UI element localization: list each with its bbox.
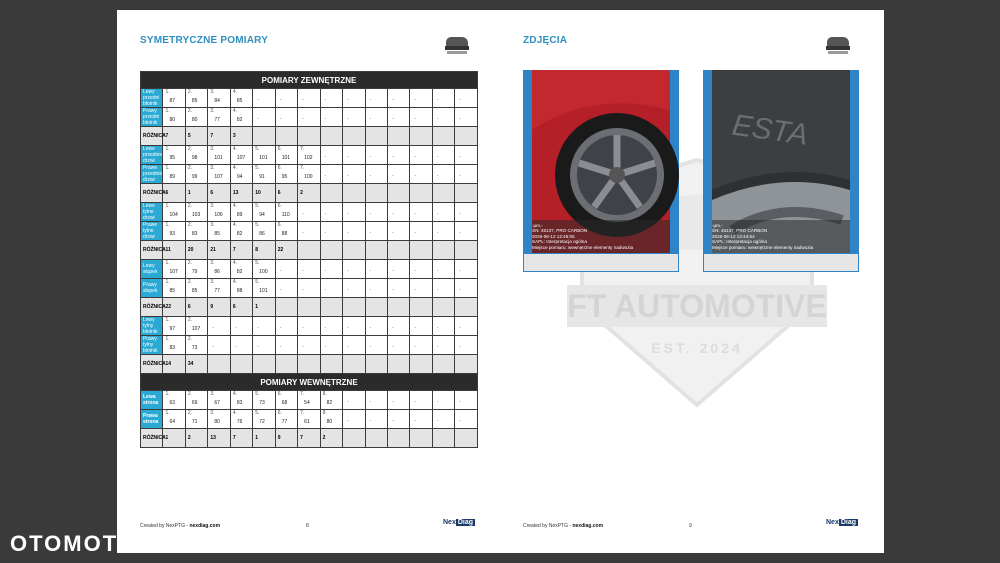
difference-value: 11 bbox=[163, 241, 185, 260]
table-section-header: POMIARY WEWNĘTRZNE bbox=[141, 374, 478, 391]
difference-empty bbox=[410, 298, 432, 317]
difference-empty bbox=[253, 127, 275, 146]
difference-empty bbox=[365, 298, 387, 317]
watermark-est: EST. 2024 bbox=[651, 340, 743, 356]
difference-value: 20 bbox=[185, 241, 207, 260]
difference-value: 13 bbox=[230, 184, 252, 203]
row-label: Prawy przedni błotnik bbox=[141, 108, 163, 127]
difference-label: RÓŻNICA bbox=[141, 127, 163, 146]
page-photos bbox=[500, 10, 884, 553]
difference-empty bbox=[432, 241, 454, 260]
difference-value: 9 bbox=[275, 429, 297, 448]
difference-empty bbox=[320, 241, 342, 260]
svg-text:ESTA: ESTA bbox=[730, 108, 811, 152]
nexdiag-logo-right: Nex Diag bbox=[826, 519, 857, 526]
difference-empty bbox=[387, 298, 409, 317]
difference-row bbox=[141, 298, 478, 317]
difference-empty bbox=[275, 127, 297, 146]
difference-value: 1 bbox=[185, 184, 207, 203]
difference-value: 7 bbox=[230, 241, 252, 260]
difference-empty bbox=[455, 241, 478, 260]
difference-empty bbox=[343, 184, 365, 203]
table-row: Lewy przedni błotnik 1. 87 2. 85 3. 84 4. 85 - - - - - - - - - - bbox=[141, 89, 478, 108]
difference-empty bbox=[275, 298, 297, 317]
difference-value: 6 bbox=[275, 184, 297, 203]
difference-value: 14 bbox=[163, 355, 185, 374]
difference-value: 1 bbox=[163, 429, 185, 448]
difference-empty bbox=[365, 355, 387, 374]
ft-automotive-logo-icon bbox=[445, 35, 469, 57]
table-row: Lewe przednie drzwi 1. 95 2. 98 3. 101 4. 107 5. 101 6. 101 7. 102 - - - - - - - bbox=[141, 146, 478, 165]
difference-empty bbox=[320, 298, 342, 317]
difference-empty bbox=[455, 355, 478, 374]
difference-label: RÓŻNICA bbox=[141, 355, 163, 374]
otomoto-watermark: OTOMOTO bbox=[10, 531, 137, 556]
difference-empty bbox=[253, 355, 275, 374]
difference-label: RÓŻNICA bbox=[141, 298, 163, 317]
difference-value: 6 bbox=[163, 184, 185, 203]
difference-empty bbox=[432, 298, 454, 317]
page-number: 8 bbox=[306, 523, 309, 529]
ft-automotive-logo-icon bbox=[826, 35, 850, 57]
row-label: Lewy tylny błotnik bbox=[141, 317, 163, 336]
difference-empty bbox=[410, 184, 432, 203]
table-row: Prawe przednie drzwi 1. 89 2. 99 3. 107 4. 94 5. 91 6. 95 7. 100 - - - - - - - bbox=[141, 165, 478, 184]
row-label: Lewe tylne drzwi bbox=[141, 203, 163, 222]
difference-empty bbox=[387, 429, 409, 448]
table-section-header: POMIARY ZEWNĘTRZNE bbox=[141, 72, 478, 89]
row-label: Lewa strona bbox=[141, 391, 163, 410]
table-row: Prawe tylne drzwi 1. 93 2. 83 3. 85 4. 82 5. 86 6. 88 - - - - - - - - bbox=[141, 222, 478, 241]
difference-value: 22 bbox=[163, 298, 185, 317]
difference-value: 22 bbox=[275, 241, 297, 260]
nexdiag-logo: Nex Diag bbox=[443, 519, 474, 526]
difference-empty bbox=[208, 355, 230, 374]
table-row: Prawy przedni błotnik 1. 80 2. 80 3. 77 4. 82 - - - - - - - - - - bbox=[141, 108, 478, 127]
row-label: Prawa strona bbox=[141, 410, 163, 429]
difference-value: 9 bbox=[208, 298, 230, 317]
difference-empty bbox=[298, 355, 320, 374]
difference-empty bbox=[410, 355, 432, 374]
document-spread bbox=[117, 10, 884, 553]
photo-caption-panel-1 bbox=[524, 254, 678, 271]
difference-value: 34 bbox=[185, 355, 207, 374]
table-row: Lewe tylne drzwi 1. 104 2. 103 3. 106 4. 89 5. 94 6. 110 - - - - - - - - bbox=[141, 203, 478, 222]
difference-value: 7 bbox=[208, 127, 230, 146]
difference-value: 7 bbox=[163, 127, 185, 146]
difference-value: 2 bbox=[320, 429, 342, 448]
difference-empty bbox=[455, 184, 478, 203]
difference-empty bbox=[432, 355, 454, 374]
photo-card-2[interactable] bbox=[703, 70, 859, 272]
photo-metadata-1: -µm,- SN: 46137, PRO CARBON 2026-06-12 12:46:05 SAPL: Interpretacja ogólna Miejsce pomiaru: wewnętrzne elementy nadwozia bbox=[532, 223, 634, 250]
row-label: Prawy słupek bbox=[141, 279, 163, 298]
row-label: Lewy przedni błotnik bbox=[141, 89, 163, 108]
difference-empty bbox=[320, 127, 342, 146]
difference-empty bbox=[298, 298, 320, 317]
difference-empty bbox=[365, 184, 387, 203]
difference-empty bbox=[410, 241, 432, 260]
difference-value: 5 bbox=[185, 127, 207, 146]
difference-empty bbox=[320, 355, 342, 374]
difference-label: RÓŻNICA bbox=[141, 184, 163, 203]
section-title: SYMETRYCZNE POMIARY bbox=[140, 35, 269, 46]
difference-row bbox=[141, 184, 478, 203]
difference-value: 13 bbox=[208, 429, 230, 448]
difference-value: 1 bbox=[253, 429, 275, 448]
difference-empty bbox=[343, 298, 365, 317]
difference-value: 21 bbox=[208, 241, 230, 260]
footer-link-right[interactable]: nexdiag.com bbox=[572, 523, 604, 529]
photo-card-1[interactable] bbox=[523, 70, 679, 272]
difference-empty bbox=[365, 429, 387, 448]
difference-empty bbox=[343, 241, 365, 260]
difference-empty bbox=[410, 429, 432, 448]
table-row: Lewa strona 1. 63 2. 69 3. 67 4. 83 5. 73 6. 68 7. 54 8. 82 - - - - - - bbox=[141, 391, 478, 410]
difference-value: 8 bbox=[253, 241, 275, 260]
difference-empty bbox=[343, 429, 365, 448]
difference-label: RÓŻNICA bbox=[141, 429, 163, 448]
difference-empty bbox=[365, 127, 387, 146]
table-row: Prawy tylny błotnik 1. 83 2. 73 - - - - - - - - - - - - bbox=[141, 336, 478, 355]
difference-value: 3 bbox=[230, 127, 252, 146]
row-label: Prawy tylny błotnik bbox=[141, 336, 163, 355]
footer-credit-right: Created by NexPTG - nexdiag.com bbox=[523, 523, 604, 529]
difference-empty bbox=[387, 241, 409, 260]
measurements-table bbox=[140, 71, 478, 448]
page-number-right: 9 bbox=[689, 523, 692, 529]
difference-row bbox=[141, 241, 478, 260]
difference-empty bbox=[387, 355, 409, 374]
section-title-photos: ZDJĘCIA bbox=[523, 35, 568, 46]
difference-row bbox=[141, 355, 478, 374]
difference-value: 6 bbox=[230, 298, 252, 317]
difference-empty bbox=[387, 184, 409, 203]
difference-value: 6 bbox=[185, 298, 207, 317]
photo-metadata-2: -µm,- SN: 46137, PRO CARBON 2026-06-12 12:44:54 SAPL: Interpretacja ogólna Miejsce pomiaru: wewnętrzne elementy nadwozia bbox=[712, 223, 814, 250]
row-label: Lewy słupek bbox=[141, 260, 163, 279]
table-row: Prawa strona 1. 64 2. 71 3. 80 4. 76 5. 72 6. 77 7. 61 8. 80 - - - - - - bbox=[141, 410, 478, 429]
difference-empty bbox=[432, 184, 454, 203]
watermark-name: FT AUTOMOTIVE bbox=[567, 288, 827, 324]
footer-credit: Created by NexPTG - nexdiag.com bbox=[140, 523, 221, 529]
table-row: Prawy słupek 1. 85 2. 85 3. 77 4. 88 5. 101 - - - - - - - - - bbox=[141, 279, 478, 298]
difference-value: 7 bbox=[298, 429, 320, 448]
difference-empty bbox=[387, 127, 409, 146]
difference-empty bbox=[343, 127, 365, 146]
difference-empty bbox=[230, 355, 252, 374]
difference-value: 1 bbox=[253, 298, 275, 317]
difference-value: 7 bbox=[230, 429, 252, 448]
table-row: Lewy słupek 1. 107 2. 79 3. 86 4. 82 5. 100 - - - - - - - - - bbox=[141, 260, 478, 279]
difference-value: 10 bbox=[253, 184, 275, 203]
difference-empty bbox=[275, 355, 297, 374]
difference-empty bbox=[455, 429, 478, 448]
difference-value: 2 bbox=[298, 184, 320, 203]
difference-row bbox=[141, 429, 478, 448]
difference-empty bbox=[432, 127, 454, 146]
row-label: Lewe przednie drzwi bbox=[141, 146, 163, 165]
difference-empty bbox=[343, 355, 365, 374]
difference-empty bbox=[455, 127, 478, 146]
difference-value: 2 bbox=[185, 429, 207, 448]
difference-empty bbox=[455, 298, 478, 317]
row-label: Prawe tylne drzwi bbox=[141, 222, 163, 241]
difference-row bbox=[141, 127, 478, 146]
page-measurements bbox=[117, 10, 500, 553]
difference-empty bbox=[410, 127, 432, 146]
difference-empty bbox=[298, 241, 320, 260]
difference-value: 6 bbox=[208, 184, 230, 203]
difference-empty bbox=[432, 429, 454, 448]
difference-empty bbox=[298, 127, 320, 146]
difference-label: RÓŻNICA bbox=[141, 241, 163, 260]
photo-caption-panel-2 bbox=[704, 254, 858, 271]
row-label: Prawe przednie drzwi bbox=[141, 165, 163, 184]
difference-empty bbox=[320, 184, 342, 203]
table-row: Lewy tylny błotnik 1. 97 2. 107 - - - - - - - - - - - - bbox=[141, 317, 478, 336]
footer-link[interactable]: nexdiag.com bbox=[189, 523, 221, 529]
difference-empty bbox=[365, 241, 387, 260]
